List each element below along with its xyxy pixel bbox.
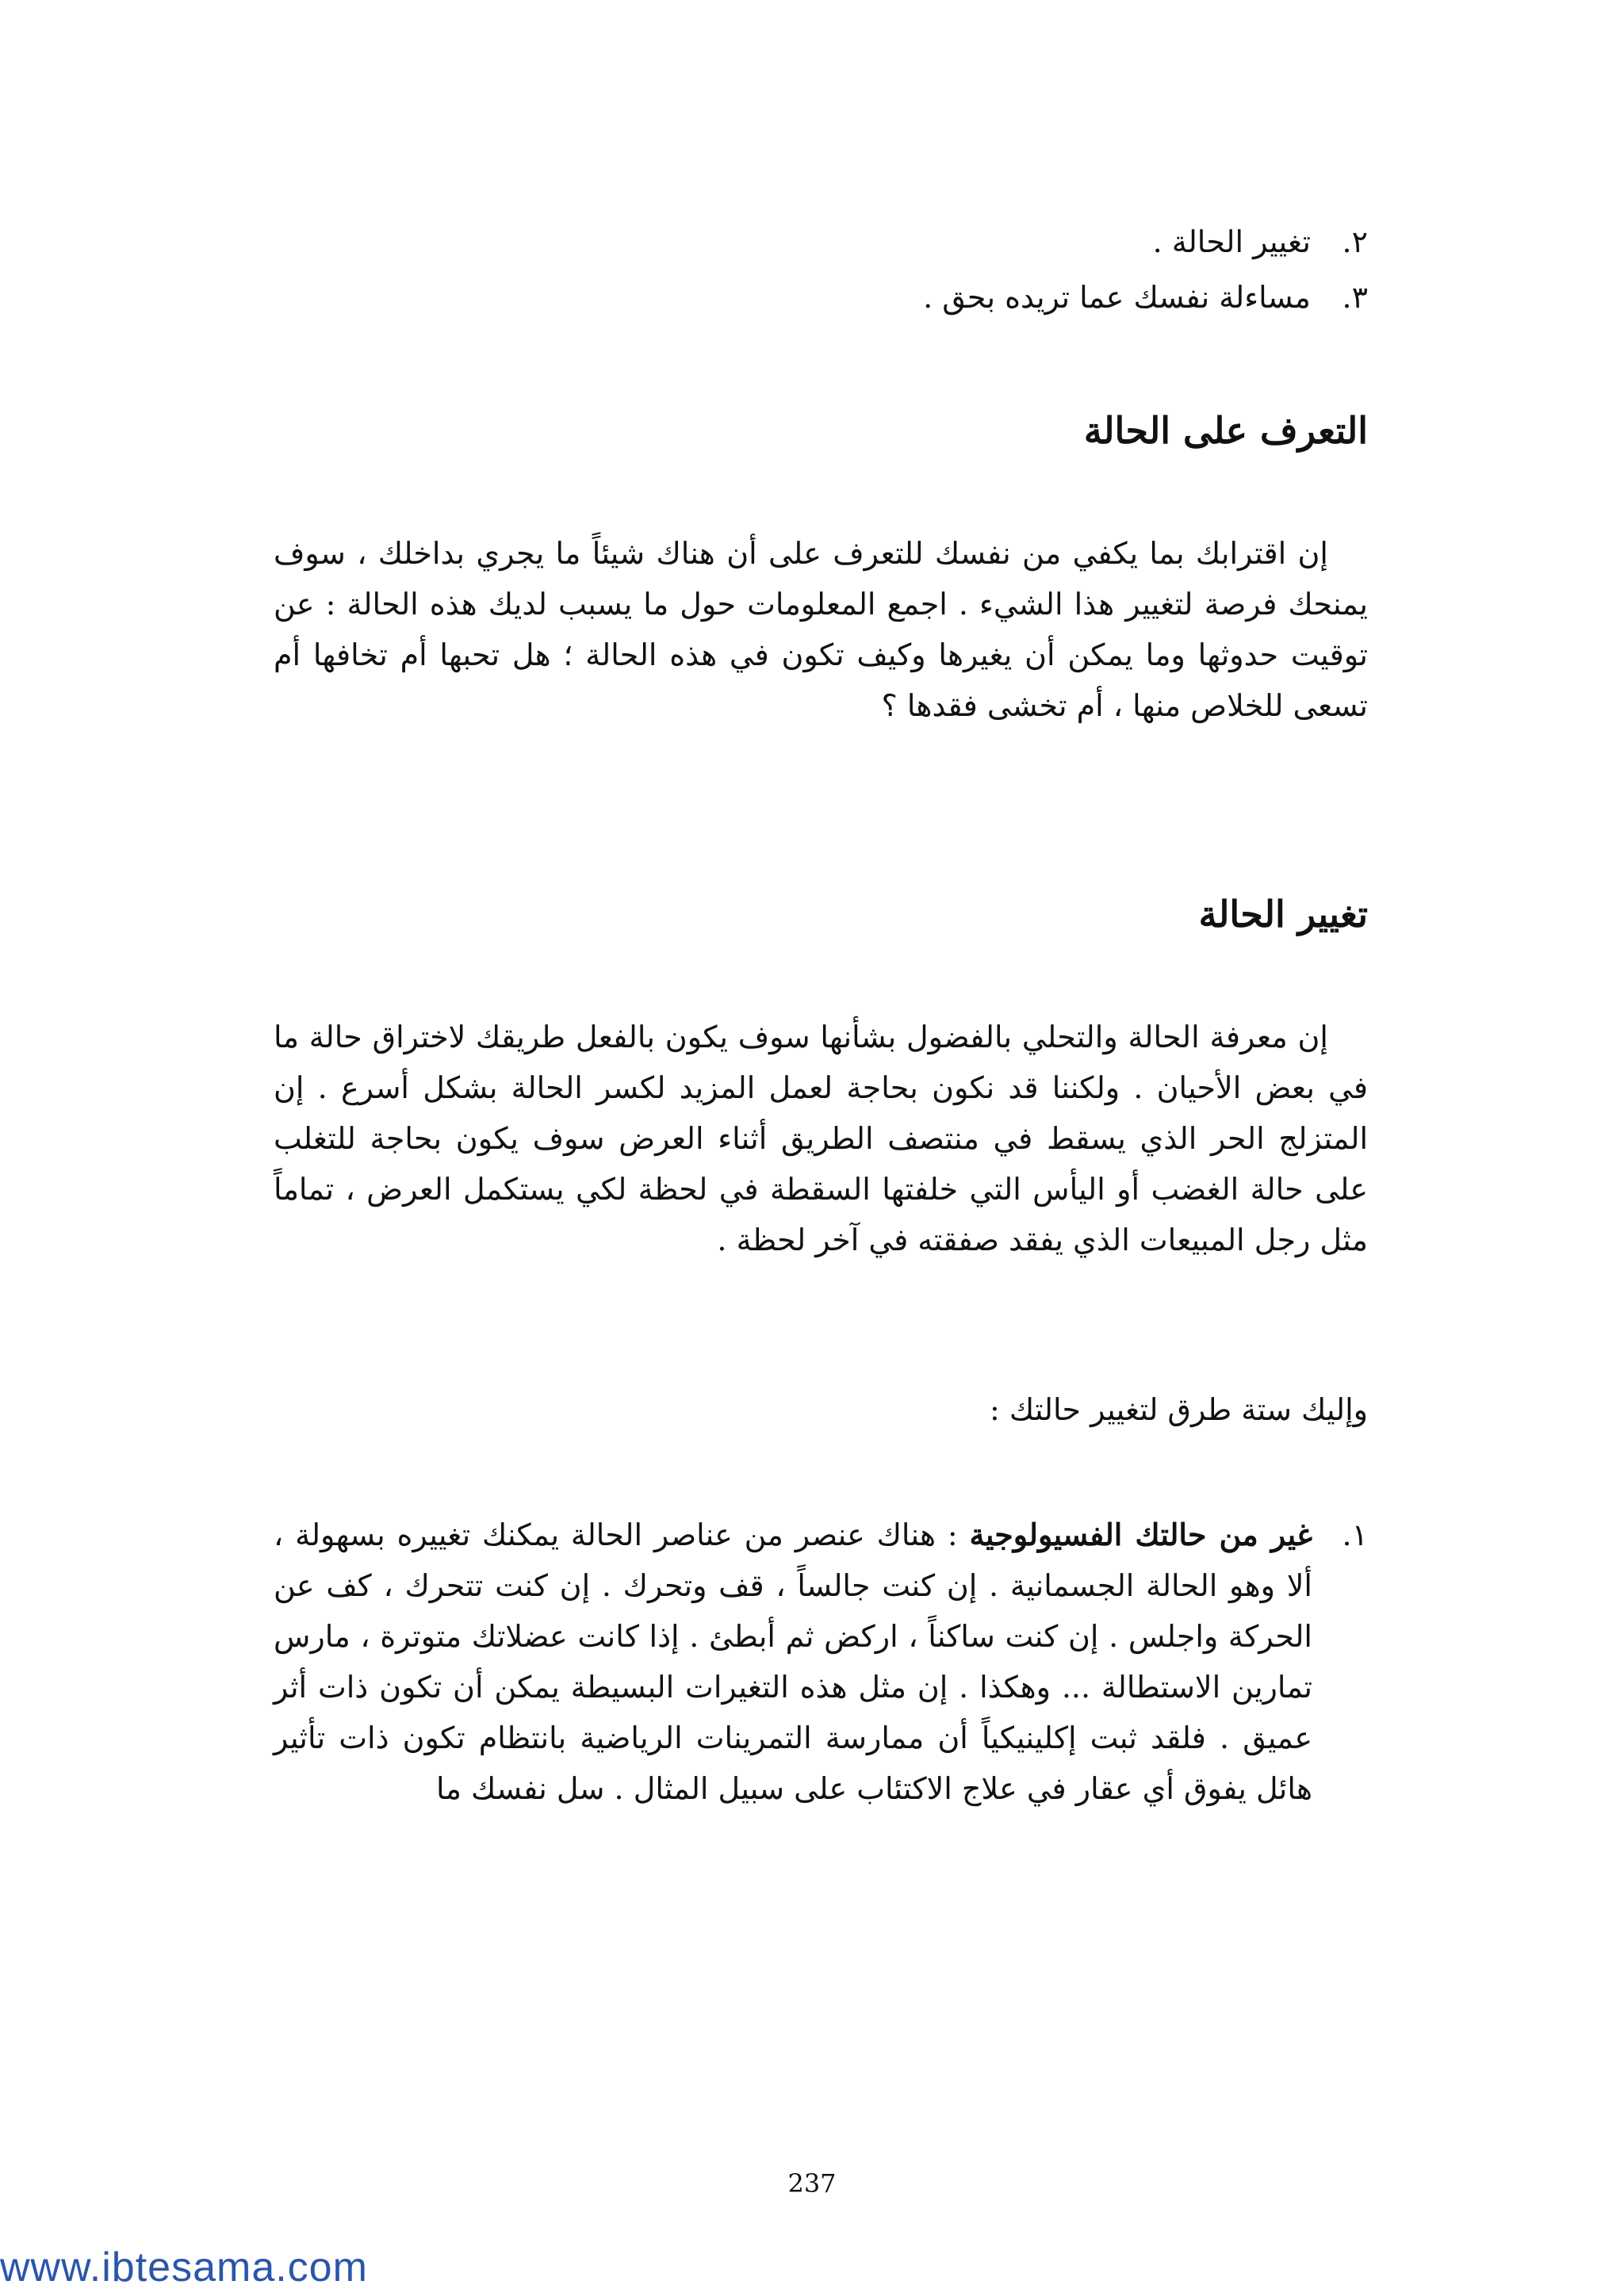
section-heading-recognize-state: التعرف على الحالة — [1083, 409, 1368, 452]
list-item — [274, 270, 1368, 325]
section-heading-change-state: تغيير الحالة — [1198, 893, 1368, 936]
site-watermark: www.ibtesama.com — [0, 2244, 368, 2290]
page-number: 237 — [787, 2168, 837, 2198]
list-item — [274, 214, 1368, 270]
point-text: : هناك عنصر من عناصر الحالة يمكنك تغييره بسهولة ، ألا وهو الحالة الجسمانية . إن كنت جالساً ، قف وتحرك . إن كنت تتحرك ، كف عن الحركة واجلس . إن كنت ساكناً ، اركض ثم أبطئ . إذا كانت عضلاتك متوترة ، مارس تمارين الاستطالة ... وهكذا . إن مثل هذه التغيرات البسيطة يمكن أن تكون ذات أثر عميق . فلقد ثبت إكلينيكياً أن ممارسة التمرينات الرياضية بانتظام تكون ذات تأثير هائل يفوق أي عقار في علاج الاكتئاب على سبيل المثال . سل نفسك ما — [274, 1517, 1312, 1806]
numbered-point-physiology — [274, 1510, 1368, 1814]
paragraph-intro-six-ways — [274, 1384, 1368, 1435]
list-item-text: مساءلة نفسك عما تريده بحق . — [923, 280, 1311, 315]
numbered-list — [274, 214, 1368, 325]
point-number: ١. — [1342, 1517, 1368, 1552]
point-title: غير من حالتك الفسيولوجية — [969, 1517, 1312, 1552]
list-item-number: ٢. — [1342, 224, 1368, 259]
book-page — [274, 0, 1368, 2296]
paragraph-recognize-state — [274, 528, 1368, 731]
point-body — [274, 1510, 1312, 1814]
list-item-text: تغيير الحالة . — [1152, 224, 1311, 259]
list-item-number: ٣. — [1342, 280, 1368, 315]
paragraph-text: إن اقترابك بما يكفي من نفسك للتعرف على أن هناك شيئاً ما يجري بداخلك ، سوف يمنحك فرصة لتغيير هذا الشيء . اجمع المعلومات حول ما يسبب لديك هذه الحالة : عن توقيت حدوثها وما يمكن أن يغيرها وكيف تكون في هذه الحالة ؛ هل تحبها أم تخافها أم تسعى للخلاص منها ، أم تخشى فقدها ؟ — [274, 536, 1368, 723]
paragraph-text: إن معرفة الحالة والتحلي بالفضول بشأنها سوف يكون بالفعل طريقك لاختراق حالة ما في بعض الأحيان . ولكننا قد نكون بحاجة لعمل المزيد لكسر الحالة بشكل أسرع . إن المتزلج الحر الذي يسقط في منتصف الطريق أثناء العرض سوف يكون بحاجة للتغلب على حالة الغضب أو اليأس التي خلفتها السقطة في لحظة لكي يستكمل العرض ، تماماً مثل رجل المبيعات الذي يفقد صفقته في آخر لحظة . — [274, 1020, 1368, 1257]
paragraph-text: وإليك ستة طرق لتغيير حالتك : — [990, 1392, 1368, 1427]
paragraph-change-state — [274, 1012, 1368, 1265]
